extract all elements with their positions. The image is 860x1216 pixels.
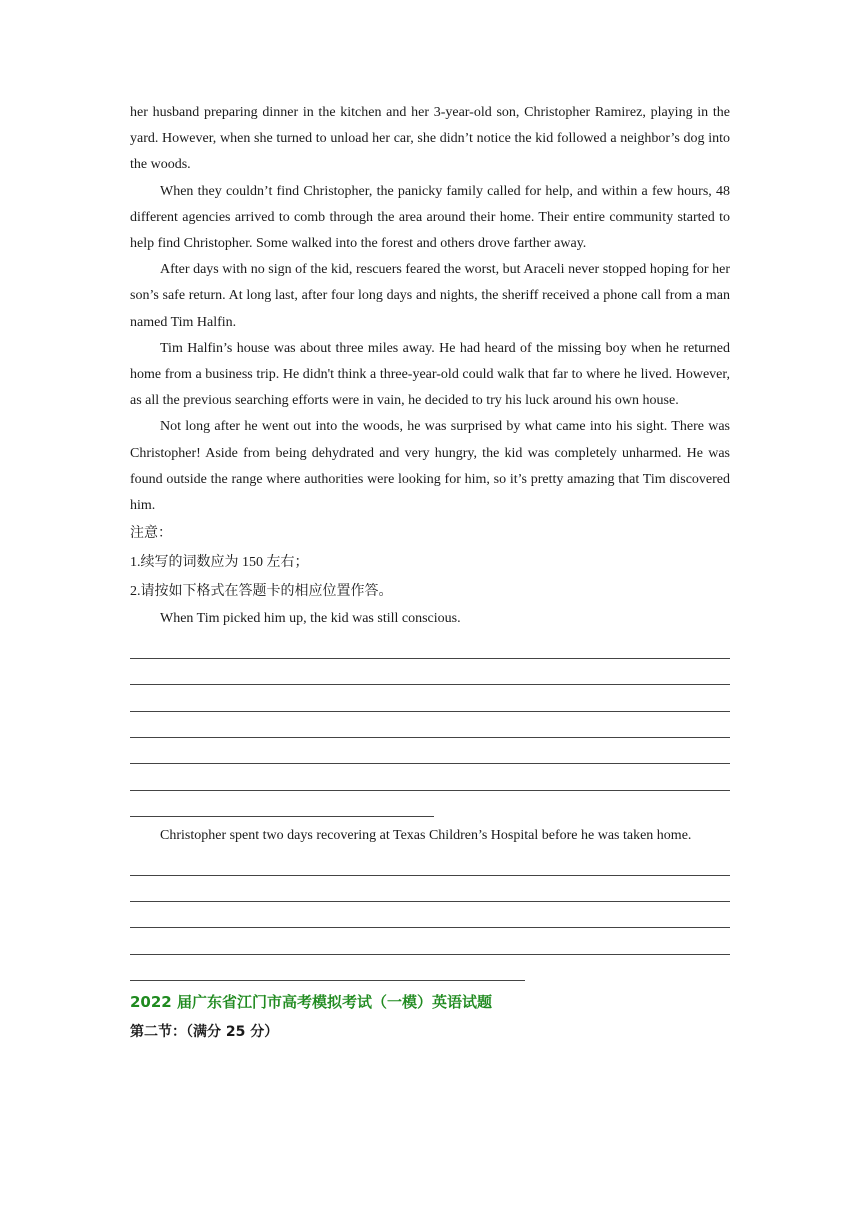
- continuation-prompt-1: When Tim picked him up, the kid was still conscious.: [160, 611, 461, 627]
- answer-line[interactable]: [130, 849, 730, 875]
- passage-paragraph-3: After days with no sign of the kid, rescuers feared the worst, but Araceli never stopped hoping for her son’s safe return. At long last, after four long days and nights, the sheriff received a phone call from a man named Tim Halfin.: [130, 262, 730, 330]
- passage-paragraph-1: her husband preparing dinner in the kitchen and her 3-year-old son, Christopher Ramirez, playing in the yard. However, when she turned to unload her car, she didn’t notice the kid followed a neighbor’s dog into the woods.: [130, 105, 730, 173]
- answer-line[interactable]: [130, 791, 434, 817]
- passage-paragraph-5: Not long after he went out into the woods, he was surprised by what came into his sight. There was Christopher! Aside from being dehydrated and very hungry, the kid was completely unharmed. He was found outside the range where authorities were looking for him, so it’s pretty amazing that Tim discovered him.: [130, 419, 730, 514]
- notes-item-format: 2.请按如下格式在答题卡的相应位置作答。: [130, 584, 393, 600]
- exam-title: 2022 届广东省江门市高考模拟考试（一模）英语试题: [130, 992, 492, 1011]
- answer-line[interactable]: [130, 902, 730, 928]
- document-page: [130, 100, 730, 1045]
- notes-heading: 注意：: [130, 526, 172, 542]
- passage-paragraph-2: When they couldn’t find Christopher, the panicky family called for help, and within a few hours, 48 different agencies arrived to comb through the area around their home. Their entire community started to help find Christopher. Some walked into the forest and others drove farther away.: [130, 183, 730, 252]
- answer-line[interactable]: [130, 685, 730, 711]
- answer-line[interactable]: [130, 659, 730, 685]
- answer-line[interactable]: [130, 955, 525, 981]
- answer-line[interactable]: [130, 876, 730, 902]
- answer-area-2: [130, 849, 730, 980]
- answer-line[interactable]: [130, 712, 730, 738]
- passage-paragraph-4: Tim Halfin’s house was about three miles away. He had heard of the missing boy when he returned home from a business trip. He didn't think a three-year-old could walk that far to where he lived. However, as all the previous searching efforts were in vain, he decided to try his luck around his own house.: [130, 340, 730, 409]
- section-heading: 第二节：（满分 25 分）: [130, 1023, 279, 1040]
- answer-line[interactable]: [130, 928, 730, 954]
- continuation-prompt-2: Christopher spent two days recovering at Texas Children’s Hospital before he was taken home.: [160, 827, 692, 843]
- answer-area-1: [130, 633, 730, 817]
- answer-line[interactable]: [130, 738, 730, 764]
- answer-line[interactable]: [130, 764, 730, 790]
- answer-line[interactable]: [130, 633, 730, 659]
- notes-item-word-count: 1.续写的词数应为 150 左右；: [130, 555, 309, 571]
